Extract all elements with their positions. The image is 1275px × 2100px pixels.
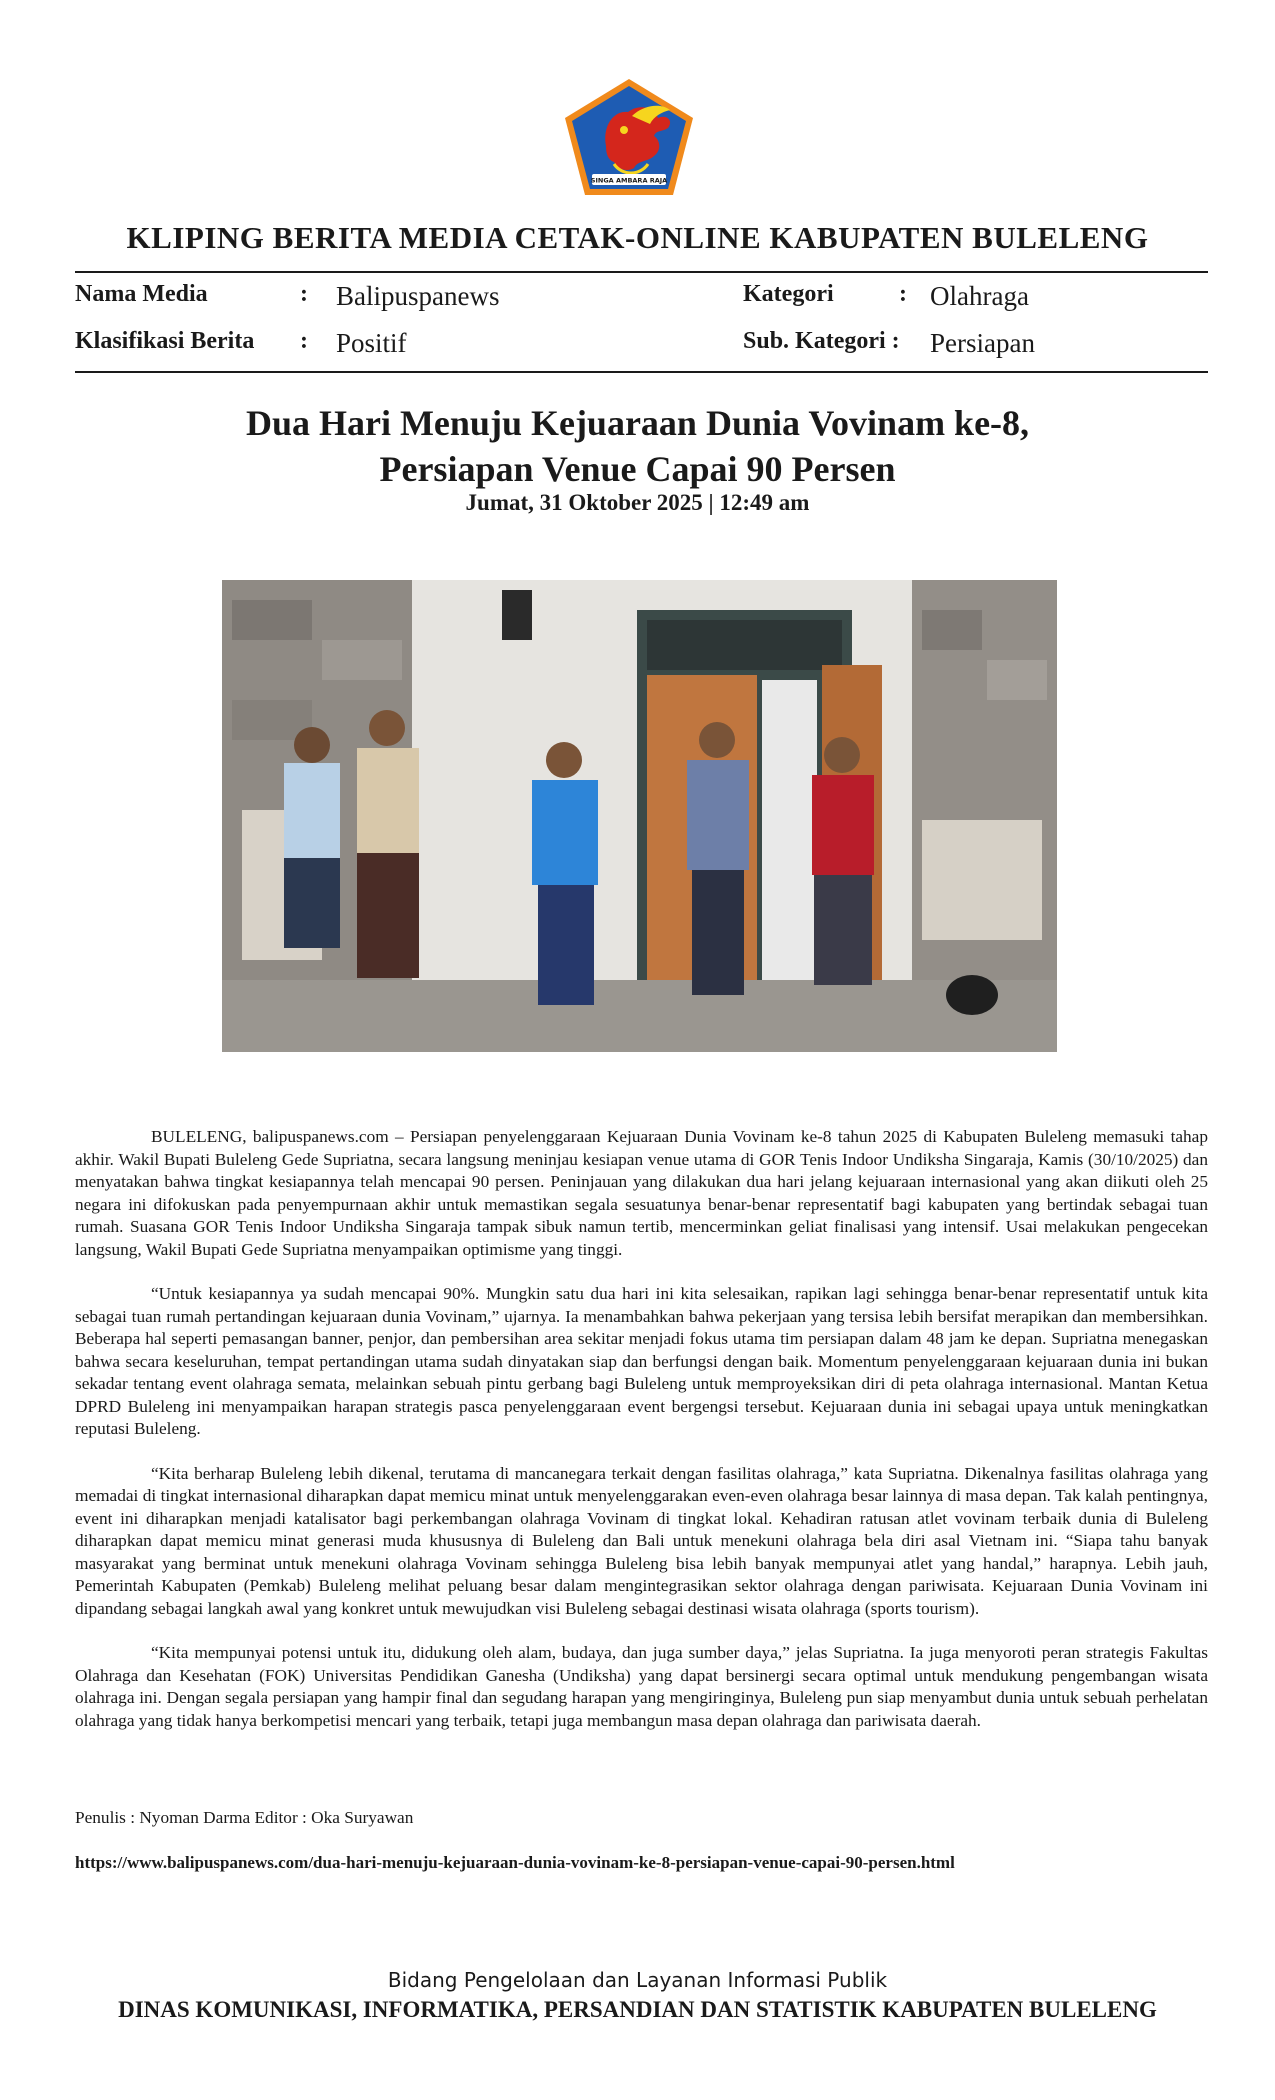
media-value: Balipuspanews bbox=[336, 281, 500, 311]
bottom-rule bbox=[75, 371, 1208, 373]
footer-agency: DINAS KOMUNIKASI, INFORMATIKA, PERSANDIAN DAN STATISTIK KABUPATEN BULELENG bbox=[118, 1997, 1157, 2022]
kategori-label: Kategori bbox=[743, 281, 834, 307]
klasifikasi-colon: : bbox=[300, 328, 308, 354]
article-headline bbox=[0, 400, 1275, 492]
klasifikasi-value: Positif bbox=[336, 328, 407, 358]
headline-line-1: Dua Hari Menuju Kejuaraan Dunia Vovinam ke-8, bbox=[245, 403, 1030, 443]
article-paragraph: “Kita berharap Buleleng lebih dikenal, terutama di mancanegara terkait dengan fasilitas olahraga,” kata Supriatna. Dikenalnya fasilitas olahraga yang memadai di tingkat internasional diharapkan dapat memicu minat untuk menyelenggarakan even-even olahraga besar lainnya di masa depan. Tak kalah pentingnya, event ini diharapkan menjadi katalisator bagi perkembangan olahraga Vovinam di tingkat lokal. Kehadiran ratusan atlet vovinam terbaik dunia di Buleleng diharapkan dapat memicu minat generasi muda khususnya di Buleleng dan Bali untuk menekuni olahraga bela diri asal Vietnam ini. “Siapa tahu banyak masyarakat yang berminat untuk menekuni olahraga Vovinam sehingga Buleleng bisa lebih banyak mempunyai atlet yang handal,” harapnya. Lebih jauh, Pemerintah Kabupaten (Pemkab) Buleleng melihat peluang besar dalam mengintegrasikan sektor olahraga dengan pariwisata. Kejuaraan Dunia Vovinam ini dipandang sebagai langkah awal yang konkret untuk mewujudkan visi Buleleng sebagai destinasi wisata olahraga (sports tourism). bbox=[75, 1463, 1208, 1618]
subkategori-label: Sub. Kategori : bbox=[743, 328, 900, 354]
kliping-title: KLIPING BERITA MEDIA CETAK-ONLINE KABUPATEN BULELENG bbox=[126, 220, 1149, 255]
subkategori-value: Persiapan bbox=[930, 328, 1035, 358]
article-body bbox=[75, 1126, 1208, 1754]
kategori-colon: : bbox=[899, 281, 907, 307]
footer-division: Bidang Pengelolaan dan Layanan Informasi Publik bbox=[387, 1968, 888, 1992]
klasifikasi-label: Klasifikasi Berita bbox=[75, 328, 255, 354]
meta-row-2 bbox=[75, 328, 1208, 368]
kategori-value: Olahraga bbox=[930, 281, 1029, 311]
article-credits: Penulis : Nyoman Darma Editor : Oka Suryawan bbox=[75, 1808, 414, 1827]
article-paragraph: BULELENG, balipuspanews.com – Persiapan penyelenggaraan Kejuaraan Dunia Vovinam ke-8 tahun 2025 di Kabupaten Buleleng memasuki tahap akhir. Wakil Bupati Buleleng Gede Supriatna, secara langsung meninjau kesiapan venue utama di GOR Tenis Indoor Undiksha Singaraja, Kamis (30/10/2025) dan menyatakan bahwa tingkat kesiapannya telah mencapai 90 persen. Peninjauan yang dilakukan dua hari jelang kejuaraan internasional yang akan diikuti oleh 25 negara ini difokuskan pada penyempurnaan akhir untuk memastikan segala sesuatunya benar-benar representatif bagi kabupaten yang bertindak sebagai tuan rumah. Suasana GOR Tenis Indoor Undiksha Singaraja tampak sibuk namun tertib, mencerminkan geliat finalisasi yang intensif. Usai melakukan pengecekan langsung, Wakil Bupati Gede Supriatna menyampaikan optimisme yang tinggi. bbox=[75, 1127, 1208, 1259]
article-photo bbox=[222, 580, 1057, 1052]
article-paragraph: “Kita mempunyai potensi untuk itu, didukung oleh alam, budaya, dan juga sumber daya,” jelas Supriatna. Ia juga menyoroti peran strategis Fakultas Olahraga dan Kesehatan (FOK) Universitas Pendidikan Ganesha (Undiksha) yang dapat bersinergi secara optimal untuk mendukung pengembangan wisata olahraga ini. Dengan segala persiapan yang hampir final dan segudang harapan yang mengiringinya, Buleleng pun siap menyambut dunia untuk sebuah perhelatan olahraga yang tidak hanya berkompetisi mencari yang terbaik, tetapi juga membangun masa depan olahraga dan pariwisata daerah. bbox=[75, 1643, 1208, 1730]
article-paragraph: “Untuk kesiapannya ya sudah mencapai 90%. Mungkin satu dua hari ini kita selesaikan, rapikan lagi sehingga benar-benar representatif untuk kita sebagai tuan rumah pertandingan kejuaraan dunia Vovinam,” ujarnya. Ia menambahkan bahwa pekerjaan yang tersisa lebih bersifat merapikan dan membersihkan. Beberapa hal seperti pemasangan banner, penjor, dan pembersihan area sekitar menjadi fokus utama tim persiapan dalam 48 jam ke depan. Supriatna menegaskan bahwa secara keseluruhan, tempat pertandingan utama sudah dinyatakan siap dan berfungsi dengan baik. Momentum penyelenggaraan kejuaraan dunia ini bukan sekadar tentang event olahraga semata, melainkan sebuah pintu gerbang bagi Buleleng untuk memproyeksikan diri di peta olahraga internasional. Mantan Ketua DPRD Buleleng ini menyampaikan harapan strategis pasca penyelenggaraan event bergengsi tersebut. Kejuaraan dunia ini sebagai upaya untuk meningkatkan reputasi Buleleng. bbox=[75, 1284, 1208, 1438]
source-url-link[interactable]: https://www.balipuspanews.com/dua-hari-menuju-kejuaraan-dunia-vovinam-ke-8-persiapan-venue-capai-90-persen.html bbox=[75, 1853, 955, 1872]
headline-line-2: Persiapan Venue Capai 90 Persen bbox=[379, 449, 896, 489]
meta-row-1 bbox=[75, 281, 1208, 321]
regency-logo bbox=[562, 76, 696, 198]
top-rule bbox=[75, 271, 1208, 273]
logo-motto: SINGA AMBARA RAJA bbox=[590, 176, 668, 185]
media-colon: : bbox=[300, 281, 308, 307]
article-dateline: Jumat, 31 Oktober 2025 | 12:49 am bbox=[465, 490, 810, 515]
media-label: Nama Media bbox=[75, 281, 208, 307]
